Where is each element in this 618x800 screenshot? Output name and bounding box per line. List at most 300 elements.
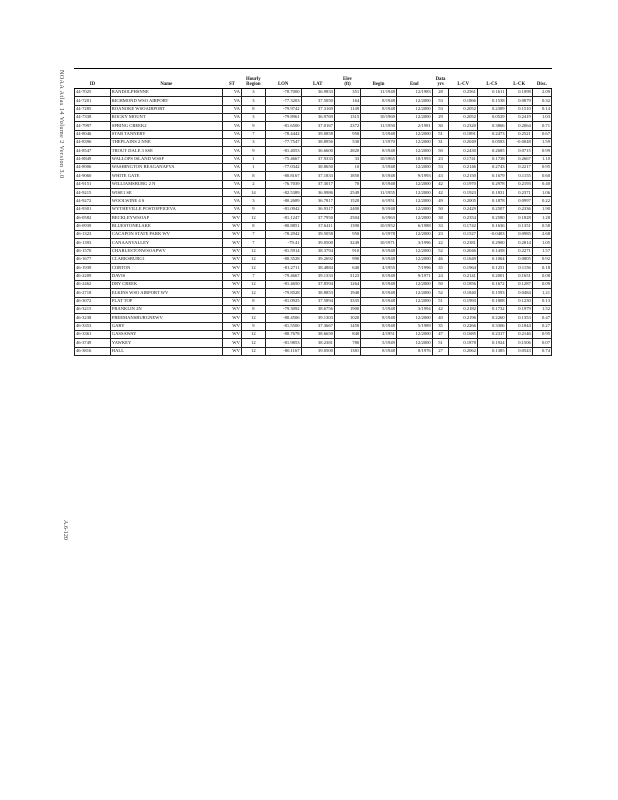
cell-lat: 38.4884 [301,264,334,272]
cell-lck: 0.0484 [506,289,532,297]
cell-name: SPRING CREEK2 [110,122,222,130]
cell-begin: 8/1948 [361,272,397,280]
cell-yrs: 53 [432,97,449,105]
cell-end: 3/1994 [396,305,432,313]
cell-end: 12/2000 [396,105,432,113]
cell-st: WV [222,272,241,280]
cell-disc: 1.05 [532,239,551,247]
cell-disc: 0.40 [532,180,551,188]
header-lat: LAT [301,69,334,89]
cell-disc: 0.27 [532,322,551,330]
cell-name: FLAT TOP [110,297,222,305]
cell-name: WYTHEVILLE POSTOFFICEVA [110,205,222,213]
cell-disc: 1.10 [532,155,551,163]
cell-end: 12/2000 [396,114,432,122]
cell-lck: 0.1844 [506,322,532,330]
cell-name: GARY [110,322,222,330]
cell-lck: 0.1510 [506,105,532,113]
cell-lcv: 0.1970 [449,180,478,188]
cell-id: 44-8547 [75,147,111,155]
cell-id: 44-7201 [75,97,111,105]
cell-lcv: 0.1685 [449,330,478,338]
cell-elev: 1850 [334,172,360,180]
cell-lck: 0.2193 [506,180,532,188]
cell-begin: 11/1955 [361,189,397,197]
cell-lon: -81.1247 [265,214,301,222]
cell-id: 44-9215 [75,189,111,197]
cell-end: 12/2000 [396,230,432,238]
cell-lck: 0.2064 [506,122,532,130]
cell-st: WV [222,314,241,322]
cell-disc: 0.13 [532,297,551,305]
header-yrs: Data yrs [432,69,449,89]
table-row [75,314,552,322]
cell-begin: 4/1955 [361,264,397,272]
cell-lcs: 0.1732 [477,305,506,313]
cell-end: 8/1976 [396,347,432,355]
cell-yrs: 30 [432,122,449,130]
cell-region: 3 [241,89,265,97]
cell-lcv: 0.2196 [449,314,478,322]
cell-id: 46-1939 [75,264,111,272]
cell-lck: 0.1098 [506,89,532,97]
cell-begin: 8/1948 [361,297,397,305]
cell-begin: 8/1948 [361,322,397,330]
cell-disc: 0.67 [532,130,551,138]
cell-id: 44-7025 [75,89,111,97]
cell-disc: 1.57 [532,247,551,255]
cell-disc: 0.32 [532,97,551,105]
cell-region: 7 [241,239,265,247]
cell-lcv: 0.2052 [449,105,478,113]
cell-lck: 0.1979 [506,305,532,313]
cell-lat: 39.0500 [301,239,334,247]
cell-lck: 0.2336 [506,205,532,213]
cell-yrs: 23 [432,230,449,238]
cell-disc: 0.14 [532,105,551,113]
cell-elev: 3123 [334,272,360,280]
cell-st: VA [222,172,241,180]
cell-lat: 36.9317 [301,205,334,213]
cell-elev: 530 [334,139,360,147]
cell-lat: 38.3794 [301,247,334,255]
cell-lck: 0.1230 [506,297,532,305]
cell-elev: 950 [334,230,360,238]
cell-lat: 38.8853 [301,289,334,297]
cell-lck: 0.0997 [506,197,532,205]
cell-lcv: 0.1856 [449,280,478,288]
table-row [75,305,552,313]
header-end: End [396,69,432,89]
cell-begin: 5/1948 [361,305,397,313]
cell-begin: 8/1948 [361,289,397,297]
cell-lck: 0.0879 [506,97,532,105]
cell-lcv: 0.1878 [449,339,478,347]
cell-begin: 8/1948 [361,347,397,355]
cell-st: VA [222,147,241,155]
cell-lcs: 0.1385 [477,347,506,355]
cell-st: VA [222,105,241,113]
cell-lcv: 0.2354 [449,214,478,222]
cell-lat: 37.1833 [301,172,334,180]
cell-st: WV [222,239,241,247]
header-begin: Begin [361,69,397,89]
table-row [75,230,552,238]
cell-st: WV [222,347,241,355]
cell-lon: -80.7678 [265,330,301,338]
cell-lat: 38.2381 [301,339,334,347]
cell-end: 9/1993 [396,172,432,180]
cell-lat: 36.9833 [301,89,334,97]
cell-lck: 0.1287 [506,280,532,288]
cell-lat: 39.0858 [301,130,334,138]
cell-end: 12/2000 [396,164,432,172]
cell-lon: -80.8167 [265,172,301,180]
cell-elev: 640 [334,264,360,272]
cell-st: WV [222,222,241,230]
cell-lcs: 0.2473 [477,130,506,138]
cell-st: WV [222,247,241,255]
table-row [75,89,552,97]
table-row [75,255,552,263]
cell-lon: -80.3528 [265,255,301,263]
cell-st: WV [222,289,241,297]
cell-lck: 0.2371 [506,189,532,197]
cell-lat: 39.2692 [301,255,334,263]
cell-lck: 0.1353 [506,314,532,322]
cell-region: 3 [241,139,265,147]
cell-lat: 39.5058 [301,230,334,238]
cell-elev: 10 [334,164,360,172]
table-row [75,130,552,138]
cell-lcs: 0.1251 [477,264,506,272]
cell-lon: -79.8961 [265,114,301,122]
cell-lck: 0.0715 [506,147,532,155]
cell-lcs: 0.2978 [477,180,506,188]
cell-lcs: 0.1831 [477,189,506,197]
cell-lon: -79.9742 [265,105,301,113]
cell-lcs: 0.1672 [477,280,506,288]
cell-elev: 3335 [334,297,360,305]
cell-name: ROCKY MOUNT [110,114,222,122]
cell-st: WV [222,330,241,338]
cell-yrs: 51 [432,297,449,305]
cell-elev: 164 [334,97,360,105]
cell-disc: 0.22 [532,197,551,205]
cell-region: 1 [241,155,265,163]
cell-lck: 0.0805 [506,255,532,263]
cell-name: STAR TANNERY [110,130,222,138]
cell-elev: 950 [334,130,360,138]
cell-elev: 1020 [334,314,360,322]
cell-yrs: 42 [432,189,449,197]
table-row [75,155,552,163]
cell-end: 7/1996 [396,264,432,272]
cell-name: GASSAWAY [110,330,222,338]
table-row [75,239,552,247]
cell-st: WV [222,264,241,272]
cell-begin: 11/1950 [361,122,397,130]
cell-end: 12/2000 [396,130,432,138]
cell-lat: 39.1303 [301,314,334,322]
cell-lck: -0.0048 [506,139,532,147]
cell-lon: -76.7039 [265,180,301,188]
cell-lcs: 0.2900 [477,239,506,247]
header-elev: Elev (ft) [334,69,360,89]
cell-region: 9 [241,122,265,130]
cell-elev: 2372 [334,122,360,130]
cell-name: ROANOKE WSOAIRPORT [110,105,222,113]
cell-lat: 37.5050 [301,97,334,105]
cell-name: BLUESTONELAKE [110,222,222,230]
cell-region: 8 [241,105,265,113]
cell-begin: 8/1948 [361,247,397,255]
table-row [75,105,552,113]
cell-yrs: 24 [432,272,449,280]
table-row [75,114,552,122]
cell-disc: 0.07 [532,339,551,347]
cell-lcv: 0.1891 [449,130,478,138]
table-row [75,97,552,105]
header-id: ID [75,69,111,89]
cell-lcv: 0.2146 [449,164,478,172]
cell-yrs: 46 [432,255,449,263]
cell-disc: 0.18 [532,264,551,272]
cell-lon: -77.0342 [265,164,301,172]
cell-st: VA [222,97,241,105]
cell-lat: 37.6411 [301,222,334,230]
cell-lcs: 0.3306 [477,322,506,330]
cell-end: 10/1993 [396,155,432,163]
cell-name: CHARLESTONWSOAPWV [110,247,222,255]
cell-lat: 36.9986 [301,189,334,197]
cell-end: 9/1971 [396,272,432,280]
header-state: ST [222,69,241,89]
cell-lat: 39.0500 [301,347,334,355]
cell-lat: 38.6650 [301,330,334,338]
cell-st: VA [222,164,241,172]
cell-end: 12/2000 [396,97,432,105]
cell-id: 46-0582 [75,214,111,222]
cell-yrs: 28 [432,89,449,97]
cell-elev: 3249 [334,239,360,247]
cell-disc: 0.58 [532,222,551,230]
cell-lon: -77.3203 [265,97,301,105]
cell-elev: 33 [334,155,360,163]
cell-id: 44-7997 [75,122,111,130]
cell-lck: 0.1651 [506,272,532,280]
cell-lon: -81.0942 [265,205,301,213]
table-row [75,272,552,280]
cell-elev: 351 [334,89,360,97]
cell-lcv: 0.2005 [449,197,478,205]
cell-lcs: 0.1808 [477,297,506,305]
cell-region: 9 [241,205,265,213]
cell-lon: -78.7000 [265,89,301,97]
cell-yrs: 23 [432,155,449,163]
header-region: Hourly Region [241,69,265,89]
cell-region: 2 [241,180,265,188]
cell-lon: -82.5389 [265,189,301,197]
cell-region: 8 [241,305,265,313]
header-lcv: L-CV [449,69,478,89]
cell-yrs: 38 [432,214,449,222]
cell-elev: 2820 [334,147,360,155]
table-row [75,330,552,338]
cell-name: FRANKLIN 2N [110,305,222,313]
cell-id: 46-1393 [75,239,111,247]
cell-end: 12/2000 [396,214,432,222]
cell-lon: -80.4506 [265,314,301,322]
cell-name: WISE1 SE [110,189,222,197]
cell-lck: 0.2419 [506,114,532,122]
cell-id: 46-1677 [75,255,111,263]
cell-st: WV [222,305,241,313]
cell-region: 12 [241,330,265,338]
cell-lck: 0.2667 [506,155,532,163]
cell-yrs: 51 [432,130,449,138]
cell-begin: 10/1969 [361,114,397,122]
cell-st: VA [222,122,241,130]
cell-begin: 8/1948 [361,314,397,322]
cell-begin: 5/1948 [361,130,397,138]
cell-yrs: 42 [432,180,449,188]
table-row [75,280,552,288]
cell-id: 44-9060 [75,172,111,180]
cell-disc: 1.21 [532,289,551,297]
cell-begin: 6/1963 [361,214,397,222]
cell-region: 9 [241,322,265,330]
cell-lcs: 0.2260 [477,314,506,322]
cell-elev: 1390 [334,222,360,230]
cell-yrs: 42 [432,305,449,313]
cell-lon: -78.4442 [265,130,301,138]
cell-region: 12 [241,289,265,297]
cell-st: VA [222,139,241,147]
cell-lck: 0.2271 [506,247,532,255]
table-row [75,289,552,297]
cell-begin: 8/1948 [361,147,397,155]
cell-lck: 0.0543 [506,347,532,355]
table-row [75,122,552,130]
cell-lcs: 0.1538 [477,97,506,105]
cell-end: 12/2000 [396,197,432,205]
cell-end: 12/2000 [396,280,432,288]
cell-disc: 0.99 [532,147,551,155]
cell-end: 12/2000 [396,180,432,188]
cell-lat: 37.3017 [301,180,334,188]
cell-disc: 1.59 [532,139,551,147]
cell-lcv: 0.1866 [449,97,478,105]
cell-yrs: 51 [432,339,449,347]
cell-region: 12 [241,214,265,222]
cell-disc: 2.68 [532,230,551,238]
cell-lcs: 0.2389 [477,105,506,113]
cell-yrs: 43 [432,172,449,180]
cell-lon: -81.4650 [265,280,301,288]
header-lon: LON [265,69,301,89]
table-row [75,164,552,172]
cell-lck: 0.0985 [506,230,532,238]
cell-disc: 0.71 [532,122,551,130]
cell-yrs: 35 [432,322,449,330]
cell-end: 12/2000 [396,297,432,305]
cell-lck: 0.2146 [506,330,532,338]
cell-st: VA [222,89,241,97]
cell-lcv: 0.1741 [449,155,478,163]
cell-begin: 8/1948 [361,180,397,188]
cell-name: WALLOPS ISLAND WSSF [110,155,222,163]
cell-region: 9 [241,147,265,155]
cell-region: 12 [241,255,265,263]
cell-begin: 8/1948 [361,205,397,213]
cell-lcv: 0.1649 [449,255,478,263]
cell-begin: 8/1948 [361,255,397,263]
cell-st: WV [222,214,241,222]
table-row [75,147,552,155]
cell-st: VA [222,180,241,188]
cell-st: WV [222,280,241,288]
cell-disc: 0.95 [532,164,551,172]
cell-lcv: 0.2182 [449,305,478,313]
cell-begin: 8/1948 [361,105,397,113]
cell-region: 3 [241,97,265,105]
cell-begin: 10/1952 [361,222,397,230]
page-number-area [56,520,70,580]
cell-end: 3/1996 [396,239,432,247]
cell-lcv: 0.2381 [449,239,478,247]
cell-lcv: 0.2049 [449,139,478,147]
cell-lcv: 0.1840 [449,289,478,297]
cell-begin: 8/1948 [361,97,397,105]
cell-yrs: 53 [432,164,449,172]
cell-end: 12/2000 [396,139,432,147]
cell-region: 12 [241,347,265,355]
cell-id: 46-2718 [75,289,111,297]
cell-id: 44-7285 [75,105,111,113]
cell-name: CACAPON STATE PARK WV [110,230,222,238]
cell-begin: 4/1951 [361,330,397,338]
cell-elev: 1450 [334,322,360,330]
cell-name: WASHINGTON REAGANAFVA [110,164,222,172]
cell-id: 46-2209 [75,272,111,280]
table-row [75,264,552,272]
cell-id: 44-8046 [75,130,111,138]
cell-region: 7 [241,272,265,280]
cell-disc: 0.09 [532,280,551,288]
cell-disc: 1.90 [532,205,551,213]
cell-name: HALL [110,347,222,355]
cell-lcs: 0.2685 [477,147,506,155]
cell-begin: 6/1978 [361,230,397,238]
cell-end: 12/2000 [396,255,432,263]
cell-disc: 1.52 [532,305,551,313]
cell-disc: 2.09 [532,89,551,97]
cell-lcv: 0.2266 [449,322,478,330]
cell-region: 12 [241,264,265,272]
cell-yrs: 47 [432,330,449,338]
cell-elev: 1381 [334,347,360,355]
table-row [75,172,552,180]
cell-lat: 38.6756 [301,305,334,313]
cell-end: 2/1981 [396,122,432,130]
cell-yrs: 53 [432,105,449,113]
cell-lon: -81.0925 [265,297,301,305]
cell-id: 46-3361 [75,330,111,338]
cell-disc: 0.08 [532,272,551,280]
cell-st: VA [222,197,241,205]
cell-yrs: 29 [432,114,449,122]
